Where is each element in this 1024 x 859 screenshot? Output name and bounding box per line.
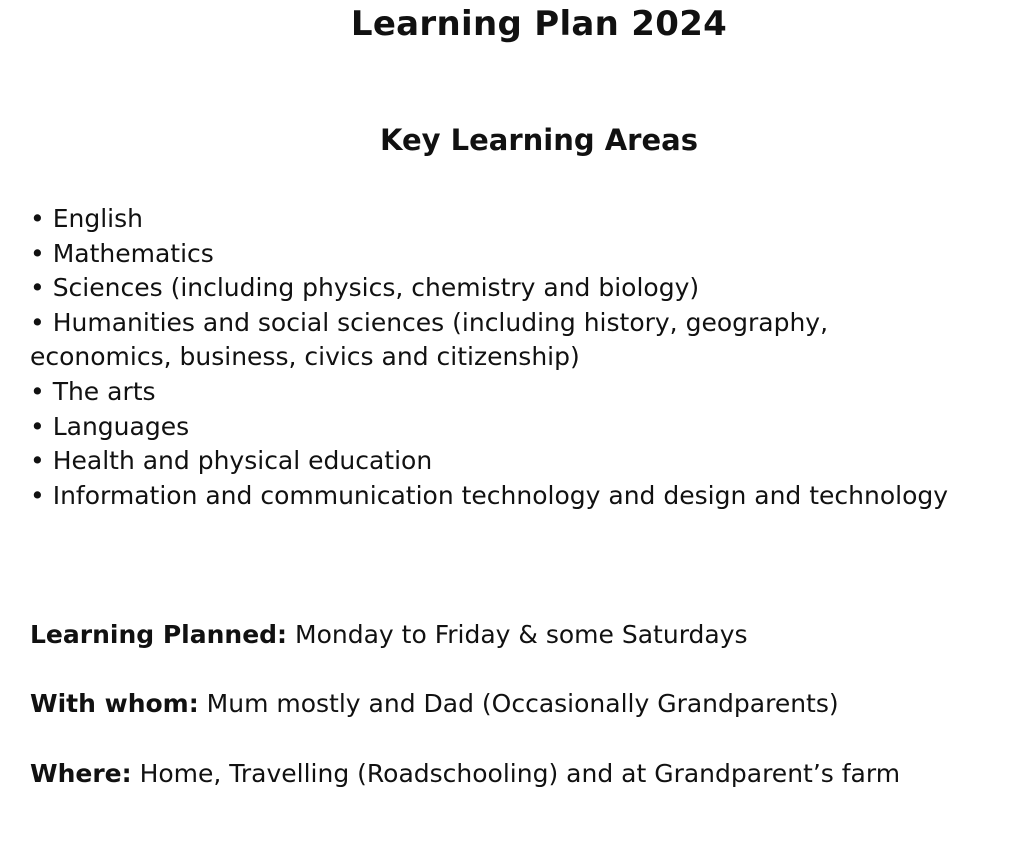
where-value: Home, Travelling (Roadschooling) and at Grandparent’s farm [131, 759, 901, 788]
list-item: • Humanities and social sciences (including history, geography, economics, business, civics and citizenship) [30, 307, 829, 372]
with-whom-label: With whom: [30, 689, 199, 718]
list-item: • The arts [30, 376, 156, 406]
with-whom-value: Mum mostly and Dad (Occasionally Grandparents) [198, 689, 839, 718]
section-heading: Key Learning Areas [380, 123, 698, 157]
where-label: Where: [30, 759, 132, 788]
list-item: • English [30, 204, 143, 233]
with-whom-line [30, 687, 1020, 721]
where-line [30, 757, 1020, 791]
list-item: • Mathematics [30, 238, 214, 268]
learning-planned-line [30, 618, 1020, 652]
list-item: • Languages [30, 411, 190, 441]
list-item: • Health and physical education [30, 446, 433, 476]
learning-areas-list [30, 202, 960, 513]
list-item: • Information and communication technology and design and technology [30, 480, 949, 510]
list-item: • Sciences (including physics, chemistry and biology) [30, 273, 700, 303]
learning-planned-label: Learning Planned: [30, 620, 288, 649]
page-title: Learning Plan 2024 [350, 4, 728, 44]
learning-planned-value: Monday to Friday & some Saturdays [287, 620, 748, 649]
